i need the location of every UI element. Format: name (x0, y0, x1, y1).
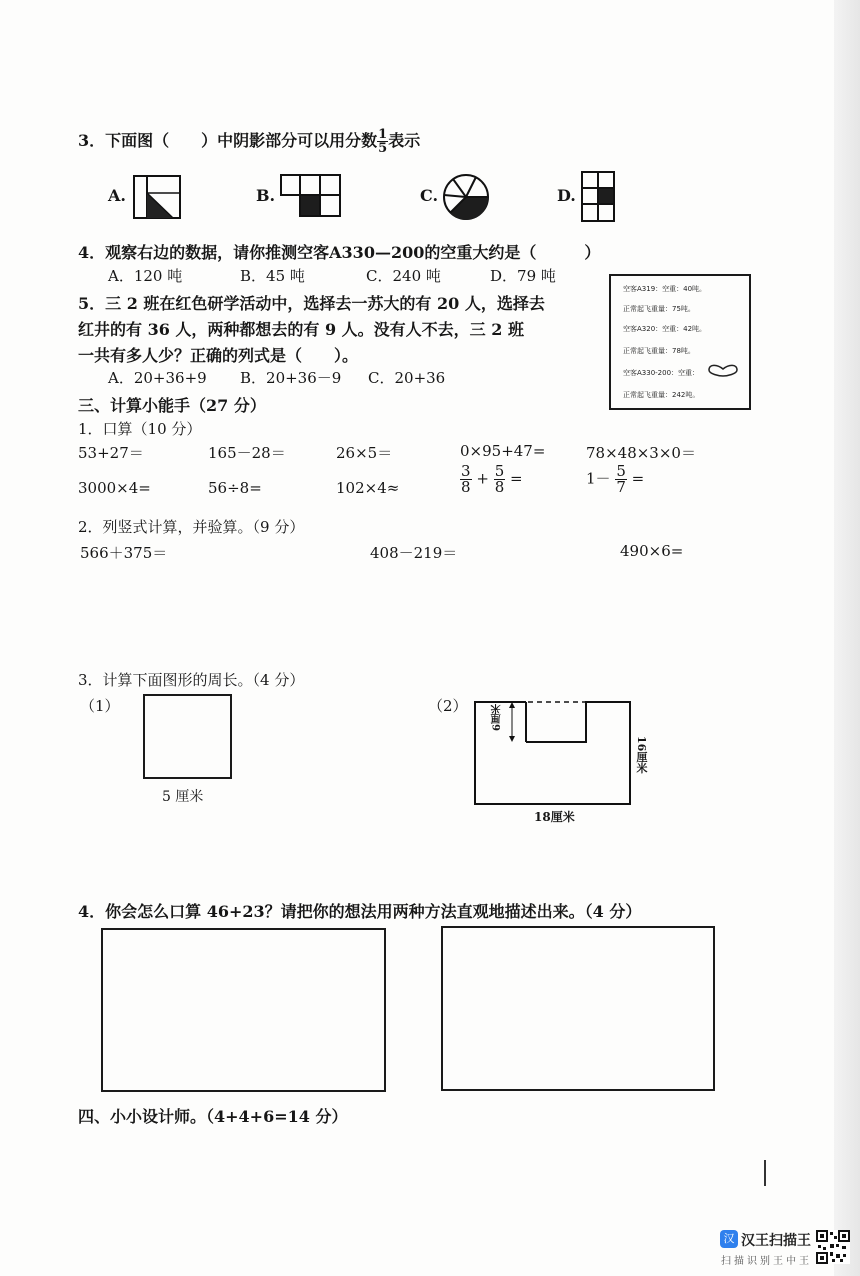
q4-option-d: D．79 吨 (490, 267, 556, 285)
qr-code-icon (816, 1230, 850, 1264)
plus-sign: + (476, 469, 489, 488)
fraction (615, 464, 627, 495)
fraction-numerator: 5 (616, 462, 626, 480)
question-4: 4．观察右边的数据，请你推测空客A330—200的空重大约是（ ） (78, 243, 601, 262)
figure-2-left-dimension: 6厘米 (492, 704, 503, 731)
panel-line: 空客A330-200：空重： (623, 369, 700, 377)
scan-mark (764, 1160, 766, 1186)
oral-calc-item: 165－28＝ (208, 444, 286, 462)
sub-4-title: 4．你会怎么口算 46+23？请把你的想法用两种方法直观地描述出来。（4 分） (78, 902, 642, 921)
answer-box-method-2[interactable] (441, 926, 715, 1091)
question-5-line3: 一共有多人少？正确的列式是（ ）。 (78, 346, 359, 365)
panel-line: 空客A319：空重：40吨。 (623, 285, 707, 293)
oral-calc-item: 3000×4= (78, 479, 151, 497)
figure-1-square (143, 694, 232, 779)
question-5-line2: 红井的有 36 人，两种都想去的有 9 人。没有人不去，三 2 班 (78, 320, 524, 339)
equals-sign: = (631, 469, 645, 488)
option-c-label: C. (420, 186, 439, 205)
panel-line: 正常起飞重量：75吨。 (623, 305, 695, 313)
q4-option-c: C．240 吨 (366, 267, 441, 285)
panel-line: 正常起飞重量：242吨。 (623, 391, 700, 399)
question-3-suffix: 表示 (388, 131, 421, 150)
section-3-title: 三、计算小能手（27 分） (78, 396, 266, 415)
fraction (460, 464, 472, 495)
fraction (494, 464, 506, 495)
figure-2-right-dimension: 16厘米 (635, 736, 648, 774)
oral-calc-item: 56÷8= (208, 479, 262, 497)
vertical-calc-item: 566＋375＝ (80, 544, 168, 562)
oral-calc-item: 102×4≈ (336, 479, 400, 497)
sub-3-title: 3．计算下面图形的周长。（4 分） (78, 671, 305, 689)
figure-2-bottom-dimension: 18厘米 (534, 810, 575, 824)
heart-icon (705, 362, 741, 378)
option-b-figure (280, 174, 342, 218)
figure-1-label: （1） (80, 697, 120, 715)
q5-option-b: B．20+36－9 (240, 369, 342, 387)
q5-option-a: A．20+36+9 (108, 369, 207, 387)
section-4-title: 四、小小设计师。（4+4+6=14 分） (78, 1107, 348, 1126)
fraction-denominator: 8 (461, 478, 471, 496)
fraction-numerator: 1 (378, 127, 388, 142)
fraction-denominator: 7 (616, 478, 626, 496)
answer-box-method-1[interactable] (101, 928, 386, 1092)
option-b-label: B. (256, 186, 276, 205)
question-3-prefix: 3．下面图（ ）中阴影部分可以用分数 (78, 131, 378, 150)
watermark-brand: 汉王扫描王 (741, 1233, 811, 1249)
oral-calc-item: 78×48×3×0＝ (586, 444, 696, 462)
oral-calc-item: 53+27＝ (78, 444, 144, 462)
option-d-label: D. (557, 186, 576, 205)
fraction-denominator: 5 (378, 141, 388, 156)
oral-calc-fraction-sum (460, 464, 523, 495)
sub-2-title: 2．列竖式计算，并验算。（9 分） (78, 518, 305, 536)
option-d-figure (581, 171, 615, 223)
question-3 (78, 128, 420, 155)
equals-sign: = (510, 469, 523, 488)
q4-option-a: A．120 吨 (108, 267, 183, 285)
question-5-line1: 5．三 2 班在红色研学活动中，选择去一苏大的有 20 人，选择去 (78, 294, 545, 313)
sub-1-title: 1．口算（10 分） (78, 420, 202, 438)
panel-line: 空客A320：空重：42吨。 (623, 325, 707, 333)
fraction-one-fifth (377, 128, 388, 155)
fraction-numerator: 5 (494, 462, 505, 480)
figure-1-dimension: 5 厘米 (162, 789, 204, 805)
option-a-label: A. (108, 186, 126, 205)
fraction-denominator: 8 (494, 478, 505, 496)
watermark-slogan: 扫描识别王中王 (721, 1256, 812, 1267)
scan-edge-shadow (834, 0, 860, 1276)
vertical-calc-item: 408－219＝ (370, 544, 458, 562)
option-a-figure (133, 175, 181, 219)
q4-option-b: B．45 吨 (240, 267, 305, 285)
option-c-figure (442, 173, 490, 221)
aircraft-data-panel (609, 274, 751, 410)
oral-calc-fraction-diff (586, 464, 644, 495)
vertical-calc-item: 490×6= (620, 542, 684, 560)
panel-line: 正常起飞重量：78吨。 (623, 347, 695, 355)
figure-2-label: （2） (428, 697, 468, 715)
minuend: 1－ (586, 469, 611, 488)
oral-calc-item: 0×95+47= (460, 442, 546, 460)
oral-calc-item: 26×5＝ (336, 444, 393, 462)
hanwang-logo-icon: 汉 (720, 1230, 738, 1248)
fraction-numerator: 3 (461, 462, 471, 480)
q5-option-c: C．20+36 (368, 369, 446, 387)
